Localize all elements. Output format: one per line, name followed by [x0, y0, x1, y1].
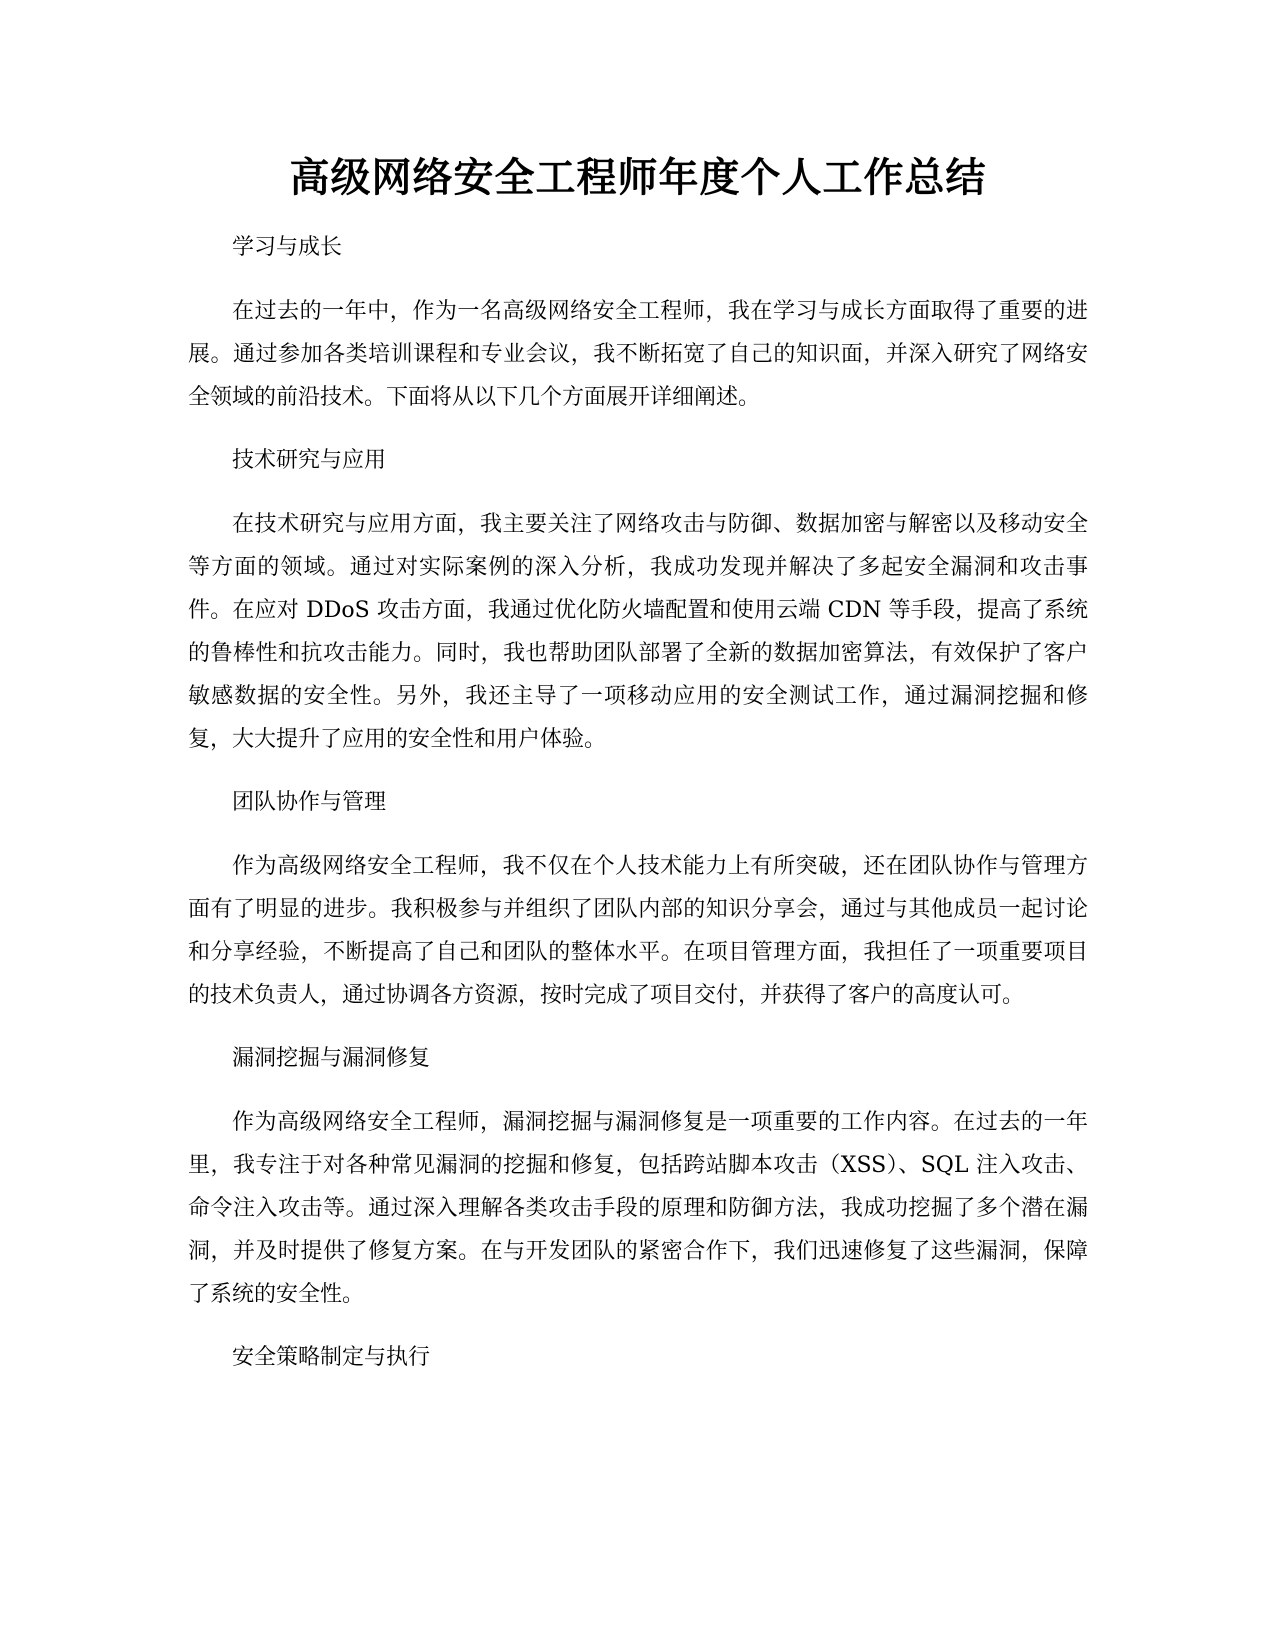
- section-team-management: [188, 781, 1088, 1037]
- section-paragraph: 作为高级网络安全工程师，漏洞挖掘与漏洞修复是一项重要的工作内容。在过去的一年里，我专注于对各种常见漏洞的挖掘和修复，包括跨站脚本攻击（XSS）、SQL 注入攻击、命令注入攻击等。通过深入理解各类攻击手段的原理和防御方法，我成功挖掘了多个潜在漏洞，并及时提供了修复方案。在与开发团队的紧密合作下，我们迅速修复了这些漏洞，保障了系统的安全性。: [188, 1110, 1088, 1307]
- section-heading: 团队协作与管理: [232, 790, 387, 815]
- spacer: [188, 419, 1088, 439]
- spacer: [188, 206, 1088, 226]
- section-vulnerability: [188, 1037, 1088, 1336]
- section-paragraph: 在过去的一年中，作为一名高级网络安全工程师，我在学习与成长方面取得了重要的进展。通过参加各类培训课程和专业会议，我不断拓宽了自己的知识面，并深入研究了网络安全领域的前沿技术。下面将从以下几个方面展开详细阐述。: [188, 299, 1088, 410]
- spacer: [188, 270, 1088, 290]
- spacer: [188, 761, 1088, 781]
- document-title: 高级网络安全工程师年度个人工作总结: [289, 155, 987, 201]
- spacer: [188, 483, 1088, 503]
- section-tech-research: [188, 439, 1088, 781]
- section-heading: 安全策略制定与执行: [232, 1345, 431, 1370]
- section-heading: 技术研究与应用: [232, 448, 387, 473]
- spacer: [188, 1316, 1088, 1336]
- document-page: [188, 150, 1088, 1380]
- section-learning-growth: [188, 226, 1088, 439]
- section-paragraph: 作为高级网络安全工程师，我不仅在个人技术能力上有所突破，还在团队协作与管理方面有了明显的进步。我积极参与并组织了团队内部的知识分享会，通过与其他成员一起讨论和分享经验，不断提高了自己和团队的整体水平。在项目管理方面，我担任了一项重要项目的技术负责人，通过协调各方资源，按时完成了项目交付，并获得了客户的高度认可。: [188, 854, 1088, 1008]
- section-security-policy: [188, 1336, 1088, 1380]
- section-paragraph: 在技术研究与应用方面，我主要关注了网络攻击与防御、数据加密与解密以及移动安全等方面的领域。通过对实际案例的深入分析，我成功发现并解决了多起安全漏洞和攻击事件。在应对 DDoS 攻击方面，我通过优化防火墙配置和使用云端 CDN 等手段，提高了系统的鲁棒性和抗攻击能力。同时，我也帮助团队部署了全新的数据加密算法，有效保护了客户敏感数据的安全性。另外，我还主导了一项移动应用的安全测试工作，通过漏洞挖掘和修复，大大提升了应用的安全性和用户体验。: [188, 512, 1088, 752]
- spacer: [188, 1081, 1088, 1101]
- spacer: [188, 1017, 1088, 1037]
- spacer: [188, 825, 1088, 845]
- section-heading: 漏洞挖掘与漏洞修复: [232, 1046, 431, 1071]
- section-heading: 学习与成长: [232, 235, 343, 260]
